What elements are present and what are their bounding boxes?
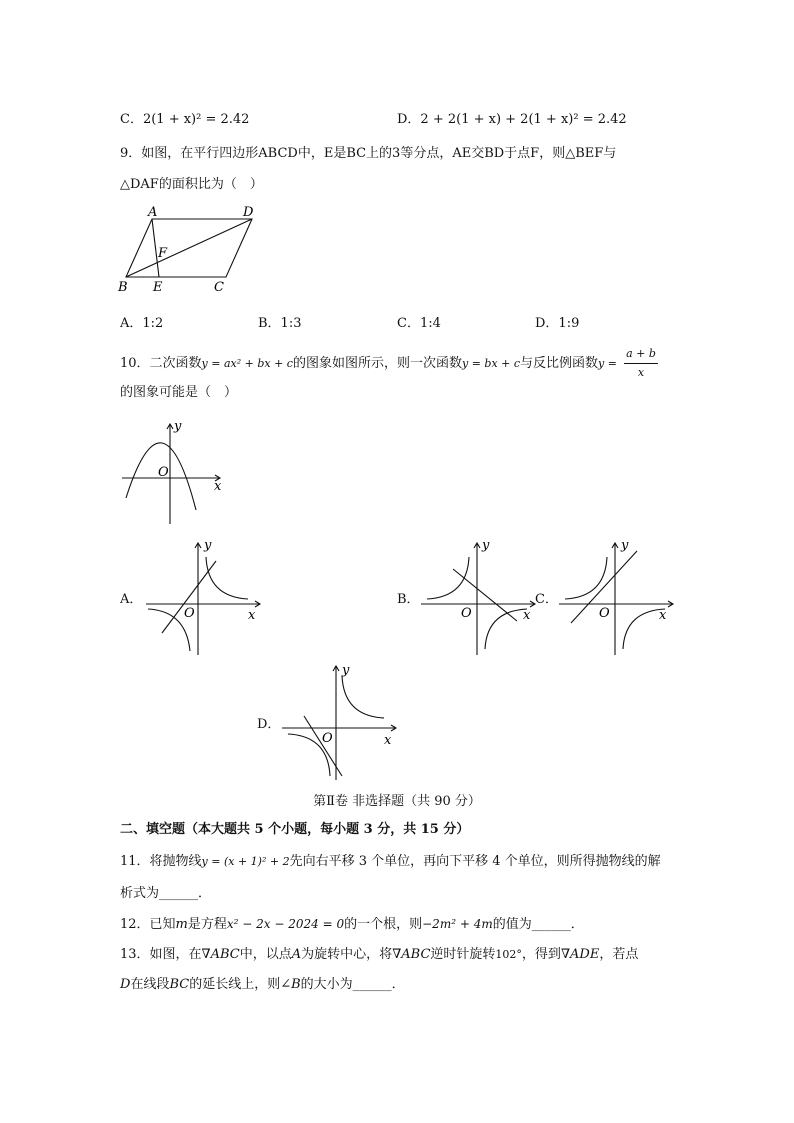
q11-formula: y = (x + 1)² + 2 (201, 855, 290, 868)
svg-text:O: O (158, 465, 169, 480)
section-two-heading: 二、填空题（本大题共 5 个小题，每小题 3 分，共 15 分） (120, 822, 470, 837)
label-B: B (118, 280, 128, 295)
q9-stem-line2: △DAF的面积比为（ ） (120, 177, 263, 192)
q10-parabola-graph (118, 418, 228, 526)
q13-line2: D在线段BC的延长线上，则∠B的大小为______． (120, 977, 405, 992)
q10-option-d-label: D． (257, 717, 281, 732)
svg-text:y: y (204, 538, 212, 553)
label-A: A (148, 205, 158, 220)
q9-option-c: C．1:4 (397, 316, 441, 331)
svg-text:x: x (214, 479, 222, 494)
svg-text:O: O (322, 731, 333, 746)
svg-text:x: x (384, 733, 392, 748)
svg-text:O: O (599, 606, 610, 621)
label-E: E (153, 280, 163, 295)
svg-text:x: x (659, 608, 667, 623)
q10-option-c-graph (555, 535, 680, 660)
q10-formula-linear: y = bx + c (461, 357, 521, 370)
q9-option-a: A．1:2 (120, 316, 164, 331)
label-D: D (243, 205, 254, 220)
q10-option-b-label: B． (397, 592, 420, 607)
svg-text:y: y (482, 538, 490, 553)
q9-parallelogram-figure (112, 205, 262, 295)
q10-option-b-graph (415, 535, 540, 660)
q8-option-d: D．2 + 2(1 + x) + 2(1 + x)² = 2.42 (397, 112, 627, 127)
volume-two-title: 第Ⅱ卷 非选择题（共 90 分） (313, 794, 481, 809)
q12-equation: x² − 2x − 2024 = 0 (226, 917, 345, 931)
q13-line1: 13．如图，在∇ABC中，以点A为旋转中心，将∇ABC逆时针旋转102°，得到∇ADE，若点 (120, 947, 639, 962)
q10-option-a-label: A． (120, 592, 143, 607)
svg-text:O: O (184, 606, 195, 621)
q10-fraction: $\frac{a + b}{x}$ (626, 347, 656, 379)
q10-stem-line2: 的图象可能是（ ） (120, 385, 238, 400)
q10-option-c-label: C． (535, 592, 558, 607)
q9-option-b: B．1:3 (258, 316, 302, 331)
q10-option-a-graph (140, 535, 265, 660)
q11-line1: 11．将抛物线y = (x + 1)² + 2先向右平移 3 个单位，再向下平移 4 个单位，则所得抛物线的解 (120, 854, 661, 869)
q10-option-d-graph (278, 660, 403, 785)
svg-text:x: x (523, 608, 531, 623)
q12-line: 12．已知m是方程x² − 2x − 2024 = 0的一个根，则−2m² + 4m的值为______． (120, 917, 584, 932)
q10-stem-line1: 10．二次函数y = ax² + bx + c的图象如图所示，则一次函数y = bx + c与反比例函数y = $\frac{a + b}{x}$ (120, 345, 658, 382)
label-F: F (158, 246, 168, 261)
q11-line2: 析式为______． (120, 886, 212, 901)
q10-formula-quadratic: y = ax² + bx + c (201, 357, 293, 370)
label-C: C (214, 280, 224, 295)
svg-text:y: y (342, 663, 350, 678)
q8-option-c: C．2(1 + x)² = 2.42 (120, 112, 250, 127)
svg-text:x: x (248, 608, 256, 623)
q9-option-d: D．1:9 (535, 316, 580, 331)
svg-text:O: O (461, 606, 472, 621)
q9-stem-line1: 9．如图，在平行四边形ABCD中，E是BC上的3等分点，AE交BD于点F，则△BEF与 (120, 146, 617, 161)
svg-text:y: y (174, 419, 182, 434)
svg-text:y: y (621, 538, 629, 553)
q12-expression: −2m² + 4m (422, 917, 493, 931)
